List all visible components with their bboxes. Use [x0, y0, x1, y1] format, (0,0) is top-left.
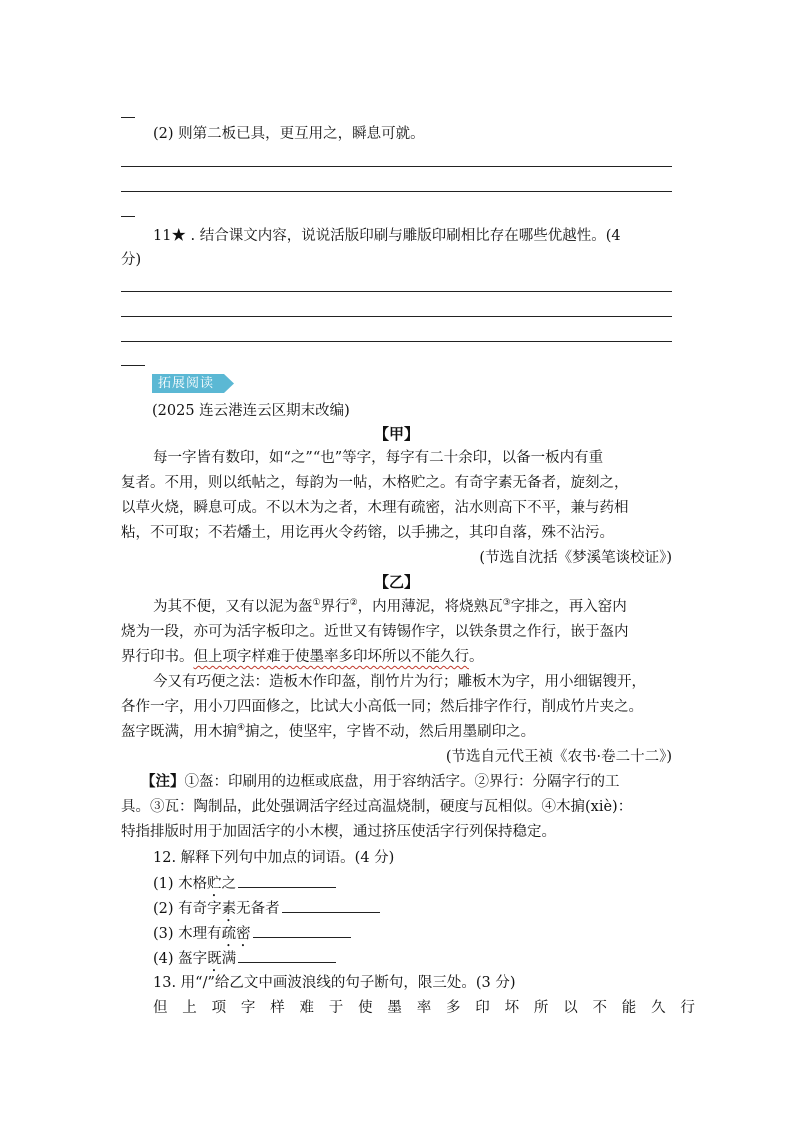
passage-yi-line: 盔字既满，用木掮④掮之，使坚牢，字皆不动，然后用墨刷印之。: [121, 723, 536, 740]
q10-item-2: (2) 则第二板已具，更互用之，瞬息可就。: [153, 126, 425, 142]
q12-item-2: (2) 有奇字素无备者: [153, 898, 380, 925]
answer-stub: [121, 216, 135, 217]
passage-jia-line: 以草火烧，瞬息可成。不以木为之者，木理有疏密，沾水则高下不平，兼与药相: [121, 500, 629, 516]
answer-line: [121, 191, 672, 192]
notes-line: 特指排版时用于加固活字的小木楔，通过挤压使活字行列保持稳定。: [121, 824, 556, 840]
answer-blank[interactable]: [238, 948, 336, 963]
notes-line: 具。③瓦：陶制品，此处强调活字经过高温烧制，硬度与瓦相似。④木掮(xiè)：: [121, 799, 633, 815]
passage-yi-source: (节选自元代王祯《农书·卷二十二》): [445, 749, 672, 765]
passage-yi-line: 烧为一段，亦可为活字板印之。近世又有铸锡作字，以铁条贯之作行，嵌于盔内: [121, 624, 629, 640]
passage-yi-line: 界行印书。但上项字样难于使墨率多印坏所以不能久行。: [121, 649, 484, 665]
section-badge: 拓展阅读: [158, 376, 215, 391]
passage-jia-line: 每一字皆有数印，如“之”“也”等字，每字有二十余印，以备一板内有重: [153, 450, 604, 466]
answer-line: [121, 166, 672, 167]
answer-line: [121, 316, 672, 317]
passage-jia-line: 复者。不用，则以纸帖之，每韵为一帖，木格贮之。有奇字素无备者，旋刻之，: [121, 475, 629, 491]
passage-yi-line: 今又有巧便之法：造板木作印盔，削竹片为行；雕板木为字，用小细锯锼开，: [153, 674, 646, 690]
q12-item-4: (4) 盔字既满: [153, 948, 336, 975]
q11-stem-cont: 分): [121, 252, 142, 268]
q12-item-1: (1) 木格贮之: [153, 873, 336, 900]
q12-stem: 12. 解释下列句中加点的词语。(4 分): [153, 850, 395, 866]
passage-jia-title: 【甲】: [373, 425, 419, 443]
q11-stem: 11★ . 结合课文内容，说说活版印刷与雕版印刷相比存在哪些优越性。(4: [153, 228, 621, 244]
wavy-sentence: 但上项字样难于使墨率多印坏所以不能久行: [193, 649, 469, 665]
answer-blank[interactable]: [253, 923, 351, 938]
notes-line: 【注】①盔：印刷用的边框或底盘，用于容纳活字。②界行：分隔字行的工: [141, 773, 620, 790]
answer-stub: [121, 117, 135, 118]
q13-sentence: 但上项字样难于使墨率多印坏所以不能久行: [153, 1000, 710, 1016]
answer-blank[interactable]: [282, 898, 380, 913]
passage-yi-line: 为其不便，又有以泥为盔①界行②，内用薄泥，将烧熟瓦③字排之，再入窑内: [153, 598, 627, 615]
answer-line: [121, 291, 672, 292]
q13-stem: 13. 用“/”给乙文中画波浪线的句子断句，限三处。(3 分): [153, 975, 516, 991]
passage-yi-line: 各作一字，用小刀四面修之，比试大小高低一同；然后排字作行，削成竹片夹之。: [121, 699, 643, 715]
source-note: (2025 连云港连云区期末改编): [152, 403, 350, 419]
answer-stub: [121, 365, 145, 366]
q12-item-3: (3) 木理有疏密: [153, 923, 351, 950]
passage-jia-source: (节选自沈括《梦溪笔谈校证》): [479, 550, 672, 566]
answer-line: [121, 341, 672, 342]
answer-blank[interactable]: [238, 873, 336, 888]
passage-jia-line: 粘，不可取；不若燔土，用讫再火令药镕，以手拂之，其印自落，殊不沾污。: [121, 525, 614, 541]
passage-yi-title: 【乙】: [373, 573, 419, 591]
